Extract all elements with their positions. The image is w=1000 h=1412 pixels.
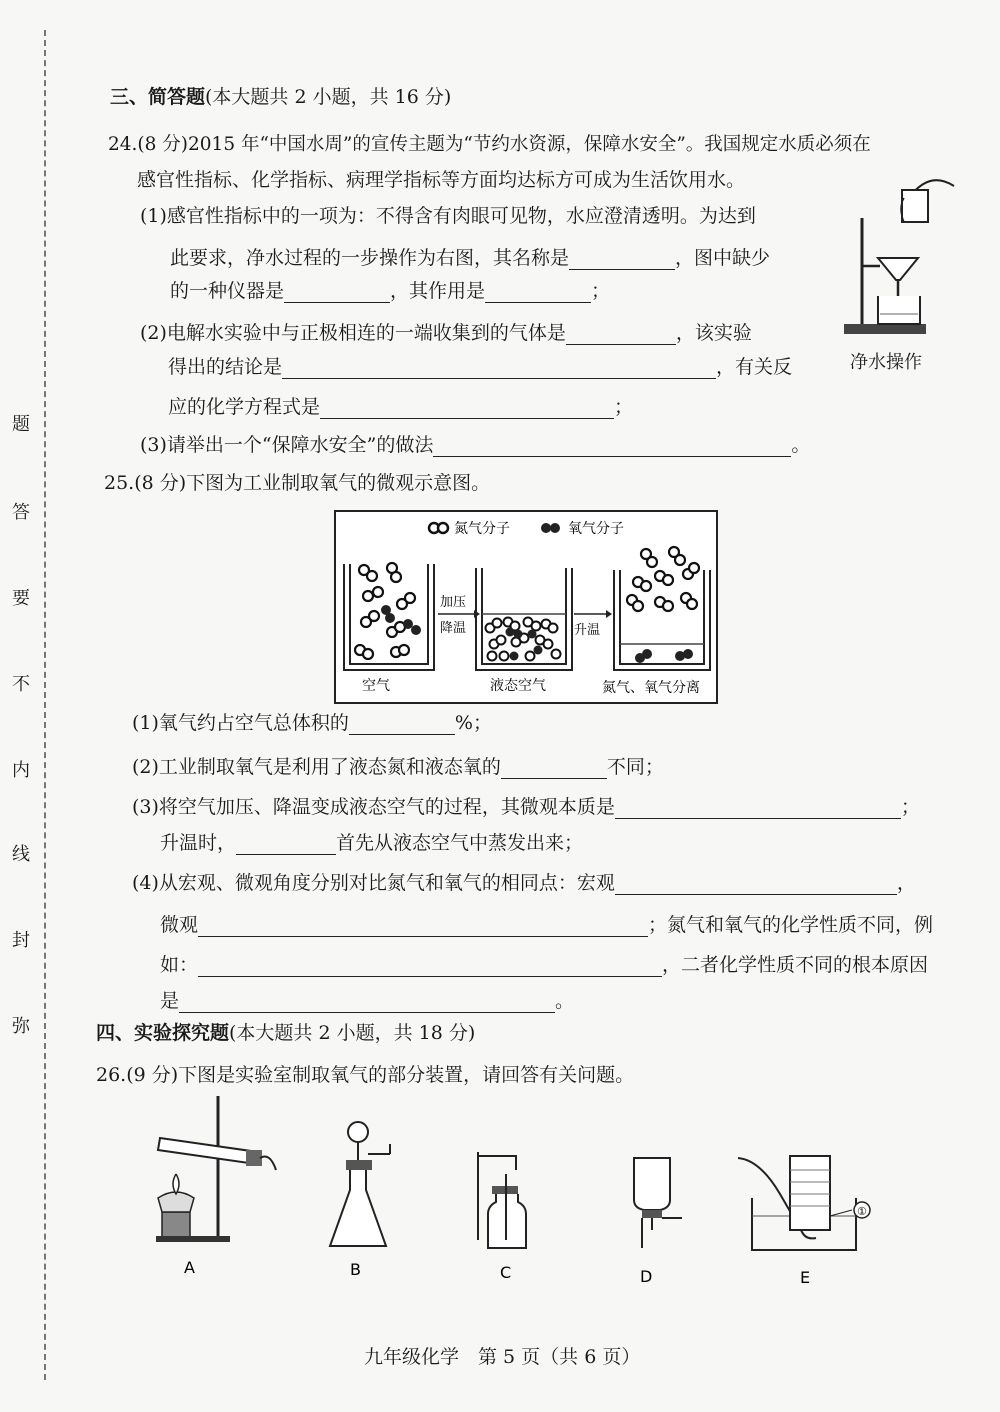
q24-line1: 24.(8 分)2015 年“中国水周”的宣传主题为“节约水资源，保障水安全”。我国规定水质必须在	[108, 134, 871, 155]
label-e: E	[800, 1268, 811, 1287]
answer-blank[interactable]	[615, 798, 901, 819]
step-heat: 升温	[574, 623, 601, 638]
margin-char: 线	[12, 844, 30, 865]
answer-blank[interactable]	[349, 714, 455, 735]
q25-part4-b: 微观 ；氮气和氧气的化学性质不同，例	[160, 914, 934, 936]
label-e-circle: ①	[857, 1205, 867, 1218]
label-d: D	[640, 1267, 653, 1286]
answer-blank[interactable]	[198, 956, 662, 977]
answer-blank[interactable]	[282, 358, 716, 379]
filtration-caption: 净水操作	[850, 352, 922, 373]
q26-stem: 26.(9 分)下图是实验室制取氧气的部分装置，请回答有关问题。	[96, 1064, 635, 1086]
answer-blank[interactable]	[569, 249, 675, 270]
answer-blank[interactable]	[433, 436, 791, 457]
apparatus-b	[330, 1122, 390, 1246]
apparatus-figure	[140, 1090, 900, 1290]
answer-blank[interactable]	[179, 992, 555, 1013]
label-c: C	[500, 1263, 512, 1282]
apparatus-c	[478, 1152, 526, 1248]
step-pressurize: 加压	[440, 595, 467, 610]
margin-char: 答	[12, 502, 30, 523]
q24-part1-b: 此要求，净水过程的一步操作为右图，其名称是 ，图中缺少	[170, 247, 771, 269]
filtration-figure	[834, 168, 964, 348]
q25-part4-c: 如： ，二者化学性质不同的根本原因	[160, 954, 929, 976]
apparatus-e	[738, 1156, 870, 1250]
answer-blank[interactable]	[284, 282, 390, 303]
q25-part4-d: 是 。	[160, 990, 575, 1012]
q24-part2-a: (2)电解水实验中与正极相连的一端收集到的气体是 ，该实验	[140, 322, 752, 344]
q25-part3-a: (3)将空气加压、降温变成液态空气的过程，其微观本质是 ；	[132, 796, 920, 818]
margin-char: 要	[12, 588, 30, 609]
label-a: A	[184, 1258, 195, 1277]
q24-part2-c: 应的化学方程式是 ；	[168, 396, 634, 418]
apparatus-a	[156, 1096, 276, 1242]
margin-char: 内	[12, 760, 30, 781]
q25-part3-b: 升温时， 首先从液态空气中蒸发出来；	[160, 832, 584, 854]
answer-blank[interactable]	[485, 282, 591, 303]
section4-heading: 四、实验探究题(本大题共 2 小题，共 18 分)	[96, 1022, 476, 1044]
answer-blank[interactable]	[615, 874, 897, 895]
section3-heading: 三、简答题(本大题共 2 小题，共 16 分)	[110, 86, 452, 108]
label-air: 空气	[362, 678, 390, 694]
q25-stem: 25.(8 分)下图为工业制取氧气的微观示意图。	[104, 472, 491, 494]
q25-part4-a: (4)从宏观、微观角度分别对比氮气和氧气的相同点：宏观 ，	[132, 872, 916, 894]
legend-o2: 氧气分子	[568, 521, 624, 537]
q25-part1: (1)氧气约占空气总体积的 %；	[132, 712, 492, 734]
margin-char: 题	[12, 414, 30, 435]
label-b: B	[350, 1260, 361, 1279]
label-liquid-air: 液态空气	[490, 678, 546, 694]
page-footer: 九年级化学 第 5 页（共 6 页）	[364, 1346, 641, 1368]
air-separation-diagram	[334, 510, 718, 704]
binding-line	[44, 30, 46, 1380]
label-separation: 氮气、氧气分离	[602, 680, 700, 696]
apparatus-d	[634, 1158, 682, 1248]
margin-char: 封	[12, 930, 30, 951]
margin-char: 不	[12, 674, 30, 695]
answer-blank[interactable]	[320, 398, 614, 419]
answer-blank[interactable]	[501, 758, 607, 779]
legend-n2: 氮气分子	[454, 521, 510, 537]
q25-part2: (2)工业制取氧气是利用了液态氮和液态氧的 不同；	[132, 756, 664, 778]
answer-blank[interactable]	[566, 324, 676, 345]
q24-part2-b: 得出的结论是 ，有关反	[168, 356, 793, 378]
answer-blank[interactable]	[198, 916, 648, 937]
answer-blank[interactable]	[236, 834, 336, 855]
step-cool: 降温	[440, 621, 467, 636]
margin-char: 弥	[12, 1016, 30, 1037]
q24-part3: (3)请举出一个“保障水安全”的做法 。	[140, 434, 811, 456]
q24-part1-a: (1)感官性指标中的一项为：不得含有肉眼可见物，水应澄清透明。为达到	[140, 205, 756, 227]
q24-line2: 感官性指标、化学指标、病理学指标等方面均达标方可成为生活饮用水。	[137, 169, 746, 191]
q24-part1-c: 的一种仪器是 ，其作用是 ；	[170, 280, 611, 302]
